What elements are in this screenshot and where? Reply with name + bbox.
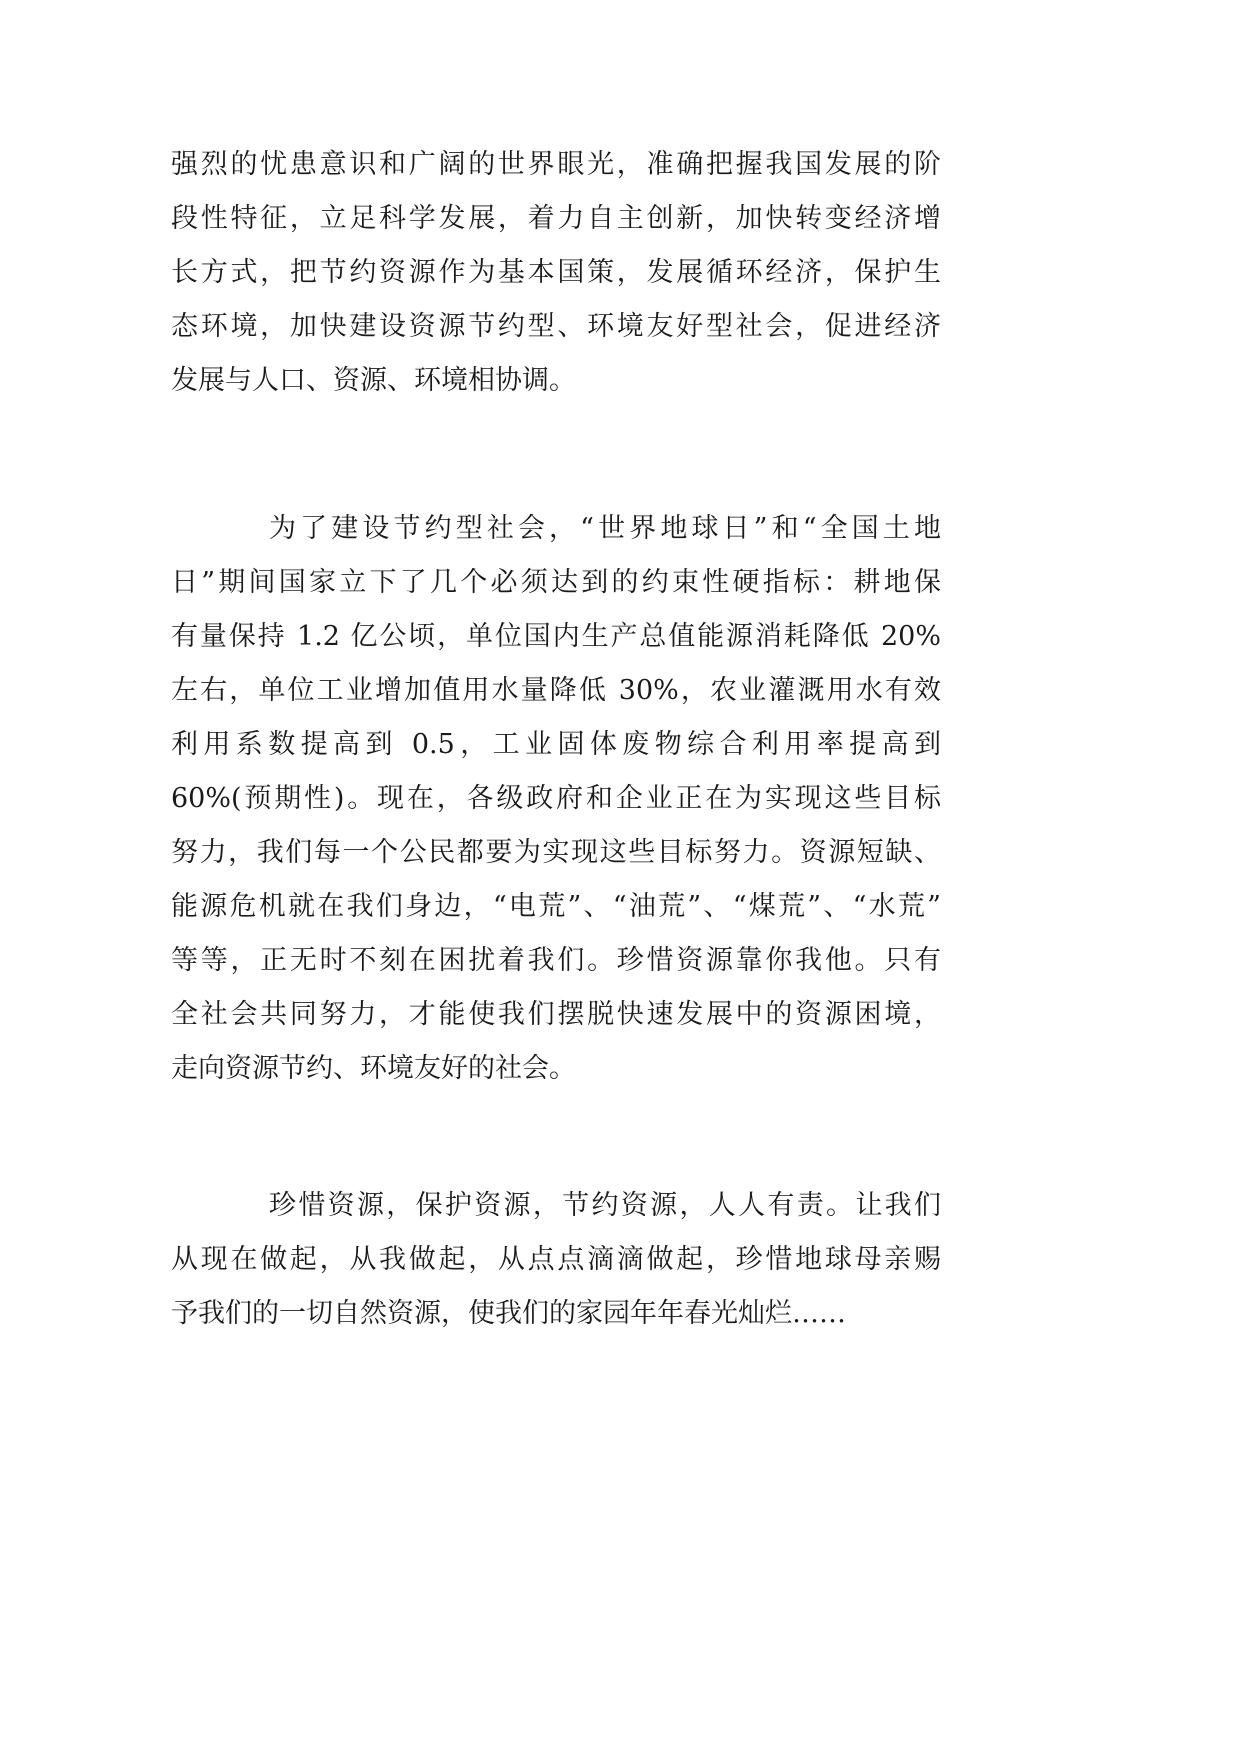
paragraph-line: 左右，单位工业增加值用水量降低 30%，农业灌溉用水有效 xyxy=(171,675,941,706)
paragraph-line: 等等，正无时不刻在困扰着我们。珍惜资源靠你我他。只有 xyxy=(171,945,941,976)
paragraph-line: 态环境，加快建设资源节约型、环境友好型社会，促进经济 xyxy=(171,311,941,342)
paragraph-line: 珍惜资源，保护资源，节约资源，人人有责。让我们 xyxy=(269,1190,941,1221)
paragraph-3 xyxy=(171,1179,941,1341)
paragraph-line: 日”期间国家立下了几个必须达到的约束性硬指标：耕地保 xyxy=(171,567,941,598)
paragraph-line: 长方式，把节约资源作为基本国策，发展循环经济，保护生 xyxy=(171,257,941,288)
paragraph-line: 60%(预期性)。现在，各级政府和企业正在为实现这些目标 xyxy=(171,783,941,814)
paragraph-line: 强烈的忧患意识和广阔的世界眼光，准确把握我国发展的阶 xyxy=(171,149,941,180)
paragraph-line: 有量保持 1.2 亿公顷，单位国内生产总值能源消耗降低 20% xyxy=(171,621,941,652)
paragraph-line: 发展与人口、资源、环境相协调。 xyxy=(171,365,576,396)
paragraph-line: 能源危机就在我们身边，“电荒”、“油荒”、“煤荒”、“水荒” xyxy=(171,891,941,922)
paragraph-line: 为了建设节约型社会，“世界地球日”和“全国土地 xyxy=(269,513,941,544)
paragraph-1 xyxy=(171,138,941,408)
paragraph-line: 段性特征，立足科学发展，着力自主创新，加快转变经济增 xyxy=(171,203,941,234)
paragraph-line: 予我们的一切自然资源，使我们的家园年年春光灿烂…… xyxy=(171,1298,846,1329)
paragraph-line: 全社会共同努力，才能使我们摆脱快速发展中的资源困境， xyxy=(171,999,941,1030)
paragraph-line: 走向资源节约、环境友好的社会。 xyxy=(171,1053,576,1084)
paragraph-line: 利用系数提高到 0.5，工业固体废物综合利用率提高到 xyxy=(171,729,941,760)
paragraph-line: 努力，我们每一个公民都要为实现这些目标努力。资源短缺、 xyxy=(171,837,941,868)
paragraph-2 xyxy=(171,502,941,1096)
paragraph-line: 从现在做起，从我做起，从点点滴滴做起，珍惜地球母亲赐 xyxy=(171,1244,941,1275)
